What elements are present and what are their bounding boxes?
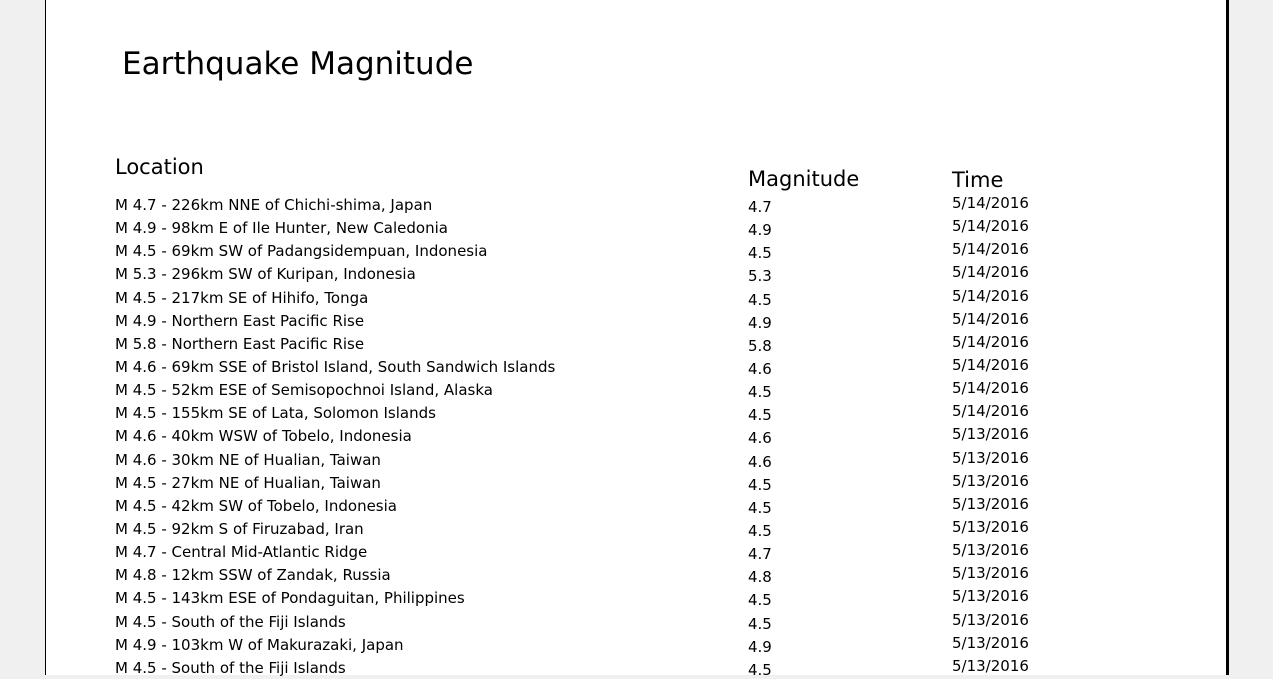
magnitude-cell: 4.7 [748, 545, 772, 564]
magnitude-cell: 5.8 [748, 336, 772, 355]
time-cell: 5/13/2016 [952, 564, 1029, 583]
time-cell: 5/13/2016 [952, 494, 1029, 513]
location-cell: M 4.5 - 92km S of Firuzabad, Iran [115, 519, 364, 538]
table-row [46, 216, 1226, 239]
table-row [46, 448, 1226, 471]
table-row [46, 494, 1226, 517]
table-row [46, 563, 1226, 586]
time-cell: 5/14/2016 [952, 379, 1029, 398]
location-cell: M 4.5 - 217km SE of Hihifo, Tonga [115, 288, 369, 307]
magnitude-cell: 4.5 [748, 521, 772, 540]
magnitude-cell: 4.6 [748, 359, 772, 378]
time-cell: 5/14/2016 [952, 332, 1029, 351]
magnitude-cell: 4.5 [748, 290, 772, 309]
table-row [46, 239, 1226, 262]
location-cell: M 4.5 - 42km SW of Tobelo, Indonesia [115, 496, 397, 515]
location-cell: M 4.5 - 27km NE of Hualian, Taiwan [115, 473, 381, 492]
magnitude-cell: 4.9 [748, 637, 772, 656]
magnitude-cell: 4.7 [748, 198, 772, 216]
table-row [46, 262, 1226, 285]
location-cell: M 4.5 - 69km SW of Padangsidempuan, Indonesia [115, 242, 488, 261]
magnitude-cell: 4.8 [748, 568, 772, 587]
table-row [46, 633, 1226, 656]
time-cell: 5/14/2016 [952, 263, 1029, 282]
location-cell: M 4.9 - 98km E of Ile Hunter, New Caledonia [115, 219, 448, 238]
time-cell: 5/14/2016 [952, 194, 1029, 212]
table-row [46, 286, 1226, 309]
location-cell: M 4.7 - Central Mid-Atlantic Ridge [115, 543, 368, 562]
location-cell: M 4.5 - 52km ESE of Semisopochnoi Island, Alaska [115, 381, 493, 400]
table-row [46, 610, 1226, 633]
location-cell: M 5.3 - 296km SW of Kuripan, Indonesia [115, 265, 416, 284]
time-cell: 5/13/2016 [952, 587, 1029, 606]
time-cell: 5/14/2016 [952, 240, 1029, 259]
table-row [46, 540, 1226, 563]
location-cell: M 4.8 - 12km SSW of Zandak, Russia [115, 566, 391, 585]
magnitude-cell: 4.6 [748, 452, 772, 471]
column-header-time: Time [952, 168, 1004, 192]
magnitude-cell: 4.5 [748, 660, 772, 679]
time-cell: 5/13/2016 [952, 471, 1029, 490]
location-cell: M 5.8 - Northern East Pacific Rise [115, 334, 365, 353]
column-header-magnitude: Magnitude [748, 167, 860, 191]
time-cell: 5/13/2016 [952, 610, 1029, 629]
magnitude-cell: 4.5 [748, 614, 772, 633]
time-cell: 5/14/2016 [952, 355, 1029, 374]
table-row [46, 332, 1226, 355]
table-row [46, 471, 1226, 494]
location-cell: M 4.9 - Northern East Pacific Rise [115, 311, 365, 330]
report-title: Earthquake Magnitude [122, 46, 474, 82]
magnitude-cell: 4.5 [748, 406, 772, 425]
magnitude-cell: 4.5 [748, 475, 772, 494]
magnitude-cell: 5.3 [748, 267, 772, 286]
table-row [46, 586, 1226, 609]
magnitude-cell: 4.9 [748, 221, 772, 240]
time-cell: 5/14/2016 [952, 309, 1029, 328]
time-cell: 5/13/2016 [952, 633, 1029, 652]
time-cell: 5/13/2016 [952, 541, 1029, 560]
table-row [46, 355, 1226, 378]
time-cell: 5/14/2016 [952, 217, 1029, 236]
column-header-location: Location [115, 155, 204, 179]
table-row [46, 193, 1226, 216]
location-cell: M 4.6 - 30km NE of Hualian, Taiwan [115, 450, 381, 469]
time-cell: 5/14/2016 [952, 286, 1029, 305]
location-cell: M 4.6 - 69km SSE of Bristol Island, South Sandwich Islands [115, 357, 556, 376]
location-cell: M 4.6 - 40km WSW of Tobelo, Indonesia [115, 427, 412, 446]
magnitude-cell: 4.5 [748, 244, 772, 263]
time-cell: 5/14/2016 [952, 402, 1029, 421]
time-cell: 5/13/2016 [952, 517, 1029, 536]
magnitude-cell: 4.5 [748, 591, 772, 610]
table-row [46, 378, 1226, 401]
time-cell: 5/13/2016 [952, 425, 1029, 444]
report-page [45, 0, 1229, 679]
table-row [46, 309, 1226, 332]
location-cell: M 4.5 - South of the Fiji Islands [115, 612, 346, 631]
table-row [46, 401, 1226, 424]
table-row [46, 656, 1226, 679]
location-cell: M 4.7 - 226km NNE of Chichi-shima, Japan [115, 196, 433, 214]
location-cell: M 4.5 - South of the Fiji Islands [115, 658, 346, 677]
location-cell: M 4.5 - 155km SE of Lata, Solomon Islands [115, 404, 436, 423]
magnitude-cell: 4.6 [748, 429, 772, 448]
magnitude-cell: 4.5 [748, 383, 772, 402]
report-rows [46, 193, 1226, 679]
table-row [46, 517, 1226, 540]
time-cell: 5/13/2016 [952, 448, 1029, 467]
table-row [46, 424, 1226, 447]
location-cell: M 4.9 - 103km W of Makurazaki, Japan [115, 635, 404, 654]
magnitude-cell: 4.9 [748, 313, 772, 332]
magnitude-cell: 4.5 [748, 498, 772, 517]
time-cell: 5/13/2016 [952, 656, 1029, 675]
location-cell: M 4.5 - 143km ESE of Pondaguitan, Philippines [115, 589, 465, 608]
